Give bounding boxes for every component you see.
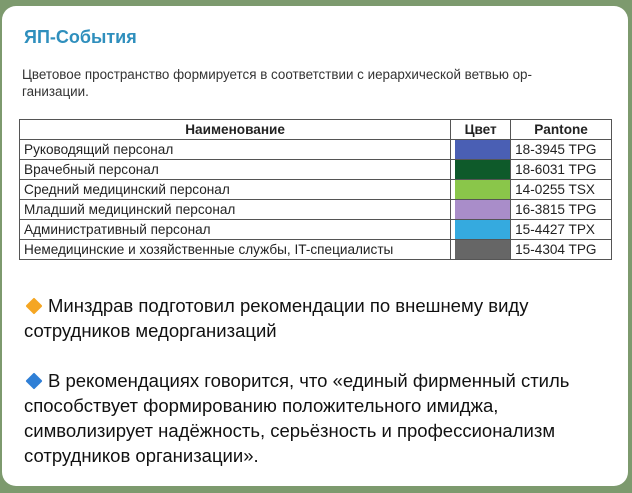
document-intro-text [22,66,622,100]
document-intro-line-2: ганизации. [22,84,89,99]
message-bubble [2,6,628,486]
color-swatch-fill [455,180,510,199]
row-pantone: 15-4304 TPG [511,240,612,260]
paragraph-1 [24,293,624,343]
row-name: Административный персонал [20,220,451,240]
row-name: Средний медицинский персонал [20,180,451,200]
blue-diamond-icon [26,373,43,390]
header-name: Наименование [20,120,451,140]
row-color-swatch [451,160,511,180]
message-text [24,293,624,493]
row-color-swatch [451,220,511,240]
color-table [19,119,612,260]
row-name: Младший медицинский персонал [20,200,451,220]
row-name: Руководящий персонал [20,140,451,160]
color-swatch-fill [455,160,510,179]
row-color-swatch [451,140,511,160]
header-color: Цвет [451,120,511,140]
table-row [20,180,612,200]
color-swatch-fill [455,240,510,259]
paragraph-2 [24,368,624,468]
header-pantone: Pantone [511,120,612,140]
row-pantone: 14-0255 TSX [511,180,612,200]
document-intro-line-1: Цветовое пространство формируется в соответствии с иерархической ветвью ор- [22,67,532,82]
orange-diamond-icon [26,298,43,315]
table-row [20,140,612,160]
table-row [20,240,612,260]
row-name: Немедицинские и хозяйственные службы, IT-специалисты [20,240,451,260]
row-name: Врачебный персонал [20,160,451,180]
row-color-swatch [451,180,511,200]
row-pantone: 18-6031 TPG [511,160,612,180]
row-pantone: 16-3815 TPG [511,200,612,220]
table-row [20,200,612,220]
table-row [20,220,612,240]
row-color-swatch [451,200,511,220]
channel-name[interactable]: ЯП-События [24,27,137,47]
row-color-swatch [451,240,511,260]
color-swatch-fill [455,200,510,219]
row-pantone: 18-3945 TPG [511,140,612,160]
color-swatch-fill [455,140,510,159]
paragraph-1-text: Минздрав подготовил рекомендации по внешнему виду сотрудников медорганизаций [24,295,529,341]
table-header-row [20,120,612,140]
table-row [20,160,612,180]
paragraph-2-text: В рекомендациях говорится, что «единый фирменный стиль способствует формированию положительного имиджа, символизирует надёжность, серьёзность и профессионализм сотрудников организации». [24,370,570,466]
color-swatch-fill [455,220,510,239]
row-pantone: 15-4427 TPX [511,220,612,240]
